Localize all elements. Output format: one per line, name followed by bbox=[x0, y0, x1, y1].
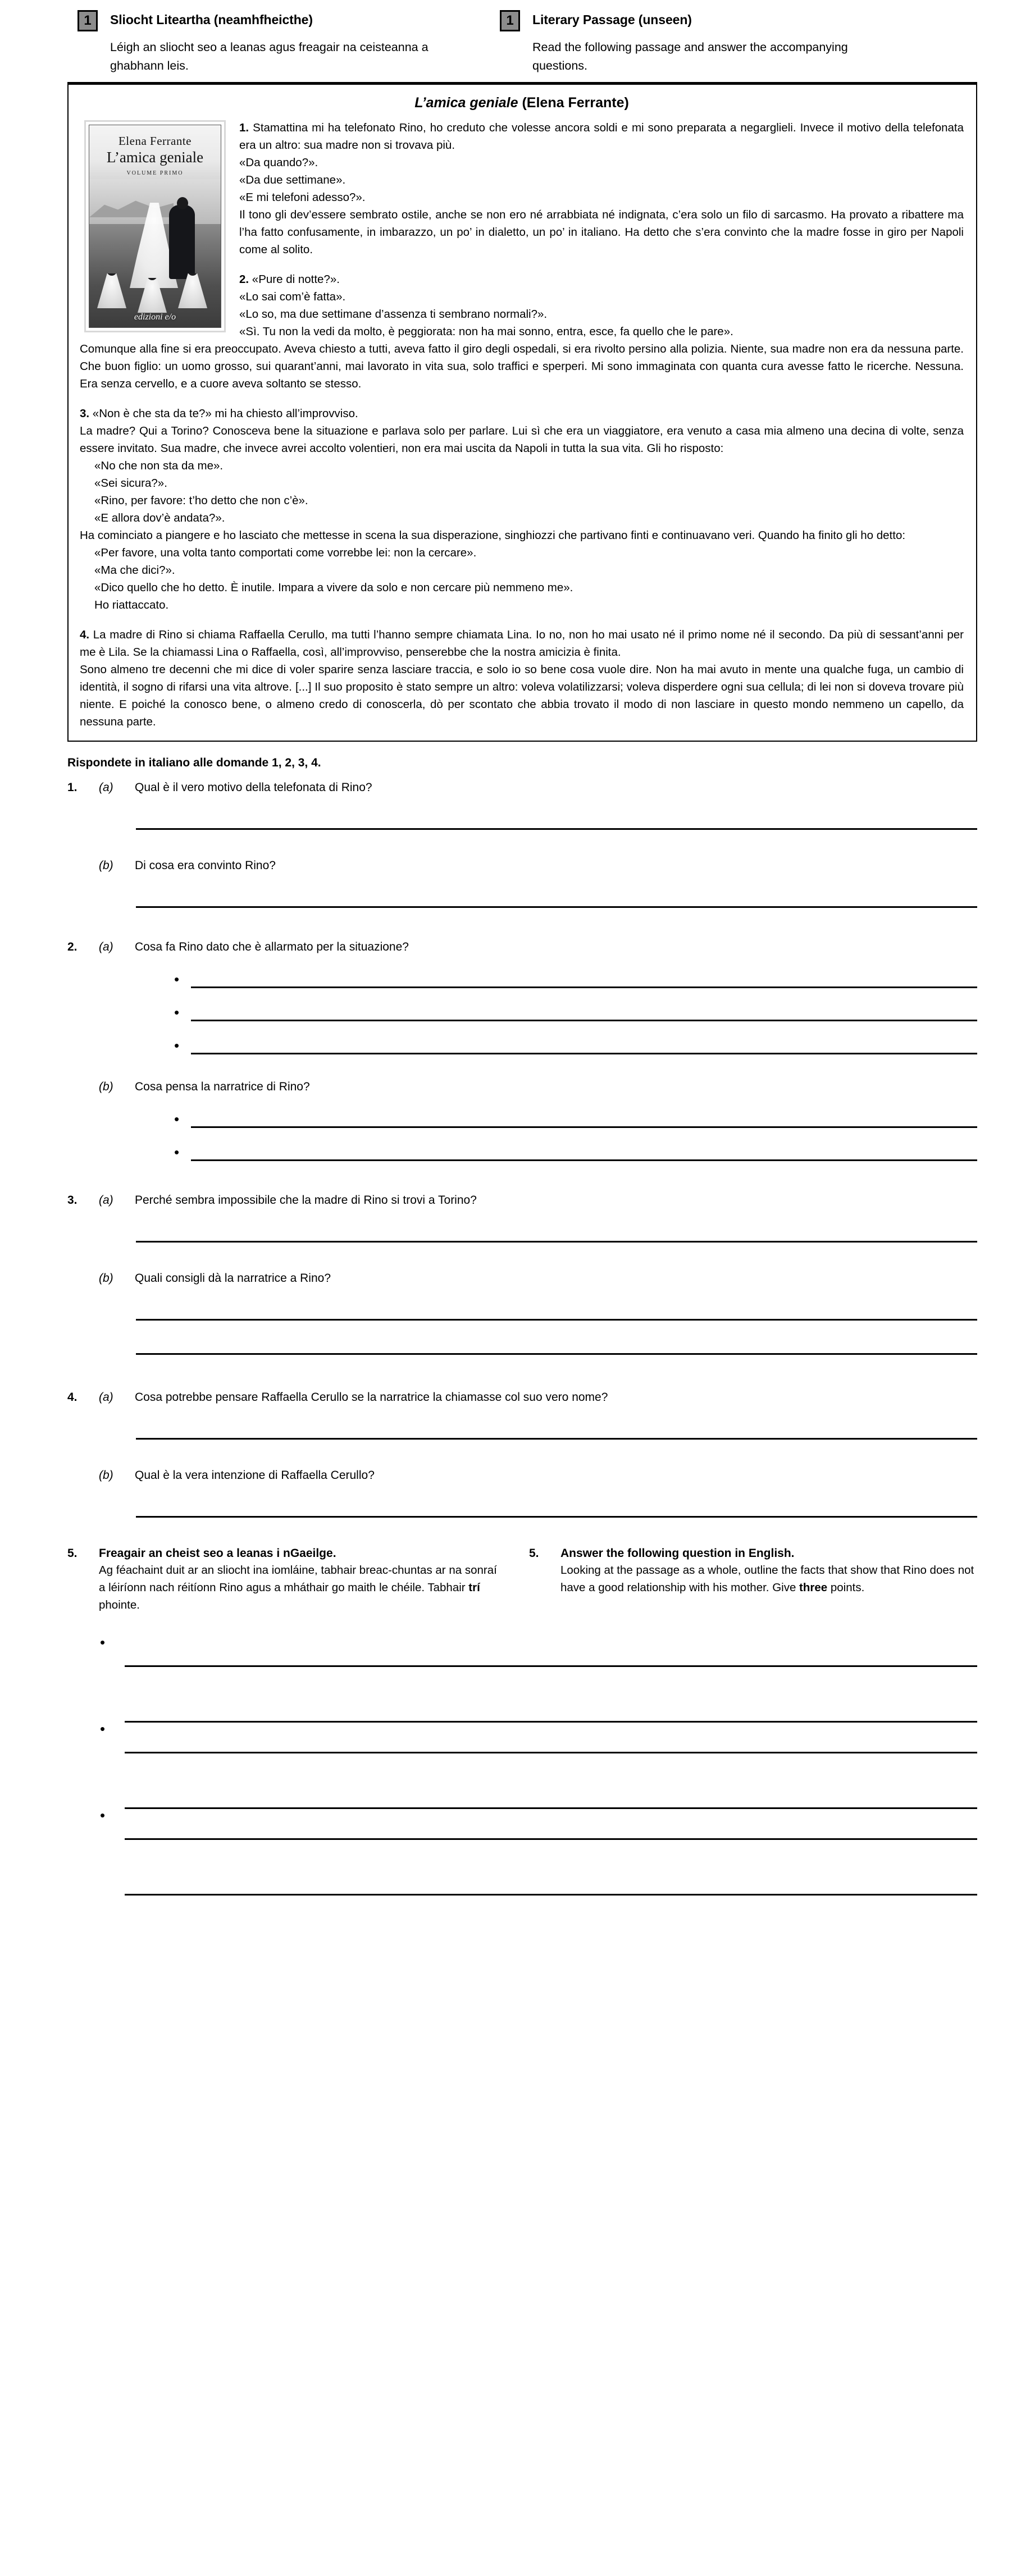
passage-paragraph: 3. «Non è che sta da te?» mi ha chiesto all’improvviso. bbox=[80, 407, 358, 420]
question-text: Di cosa era convinto Rino? bbox=[135, 859, 276, 872]
question-letter: (a) bbox=[99, 1391, 113, 1404]
bullet-answer-row bbox=[174, 1111, 977, 1128]
answer-line[interactable] bbox=[125, 1723, 977, 1753]
header-english-instruction: Read the following passage and answer the accompanying questions. bbox=[532, 40, 848, 72]
header-irish-top bbox=[78, 10, 455, 31]
bullet-point-icon: • bbox=[174, 971, 180, 988]
section-5-english bbox=[522, 1547, 977, 1614]
passage-paragraph: La madre? Qui a Torino? Conosceva bene la situazione e parlava solo per parlare. Lui sì che era un viaggiatore, era venuto a casa mia almeno una decina di volte, senza essere invitato. Sua madre, che invece avrei accolto volentieri, non era mai uscita da Napoli in tutta la sua vita. Gli ho risposto: bbox=[80, 424, 964, 455]
question-text: Perché sembra impossibile che la madre di Rino si trovi a Torino? bbox=[135, 1194, 477, 1207]
question-3a bbox=[67, 1193, 977, 1208]
book-cover-figure bbox=[84, 120, 226, 332]
answer-line[interactable] bbox=[136, 906, 977, 908]
passage-paragraph: 1. Stamattina mi ha telefonato Rino, ho creduto che volesse ancora soldi e mi sono preparata a negarglieli. Invece il motivo della telefonata era un altro: sua madre non si trovava più. bbox=[239, 121, 964, 152]
answer-line[interactable] bbox=[191, 974, 977, 988]
question-text: Qual è il vero motivo della telefonata di Rino? bbox=[135, 781, 372, 794]
cover-groom-head bbox=[177, 197, 188, 209]
book-cover-artwork bbox=[89, 125, 221, 328]
answer-line[interactable] bbox=[191, 1114, 977, 1128]
passage-paragraph: Comunque alla fine si era preoccupato. Aveva chiesto a tutti, aveva fatto il giro degli ospedali, si era rivolto persino alla polizia. Niente, sua madre non era da nessuna parte. Che buon figlio: un uomo grosso, sui quarant’anni, mai lavorato in vita sua, solo traffici e sperperi. Mi sono immaginata con quanta cura avesse fatto le ricerche. Nessuna. Era senza cervello, e a cuore aveva soltanto se stesso. bbox=[80, 342, 964, 390]
question-4b bbox=[67, 1468, 977, 1483]
bullet-answer-row bbox=[67, 1636, 977, 1723]
section-5-irish-body bbox=[99, 1561, 505, 1614]
questions-heading: Rispondete in italiano alle domande 1, 2, 3, 4. bbox=[67, 756, 321, 769]
answer-line[interactable] bbox=[125, 1753, 977, 1809]
page-header bbox=[0, 0, 1021, 75]
section-5-english-body bbox=[560, 1561, 977, 1596]
paragraph-number: 4. bbox=[80, 628, 93, 641]
cover-author-text: Elena Ferrante bbox=[118, 134, 192, 148]
section-badge-english: 1 bbox=[500, 10, 520, 31]
cover-title-text: L’amica geniale bbox=[106, 149, 204, 166]
bullet-point-icon: • bbox=[174, 1111, 180, 1127]
answer-line[interactable] bbox=[125, 1667, 977, 1723]
paragraph-gap bbox=[80, 392, 964, 405]
bullet-answer-row bbox=[174, 1004, 977, 1021]
passage-paragraph: 2. «Pure di notte?». bbox=[239, 273, 340, 286]
bullet-point-icon: • bbox=[174, 1037, 180, 1054]
bullet-point-icon: • bbox=[100, 1807, 106, 1824]
answer-lines-group bbox=[103, 1636, 977, 1723]
passage-paragraph: 4. La madre di Rino si chiama Raffaella Cerullo, ma tutti l’hanno sempre chiamata Lina. Io no, non ho mai usato né il primo nome né il secondo. Da più di sessant’anni per me è Lila. Se la chiamassi Lina o Raffaella, così, all’improvviso, penserebbe che la nostra amicizia è finita. bbox=[80, 628, 964, 659]
passage-title-author: (Elena Ferrante) bbox=[518, 95, 629, 111]
question-letter: (b) bbox=[99, 1272, 113, 1285]
passage-paragraph: «E allora dov’è andata?». bbox=[94, 511, 225, 524]
question-text: Qual è la vera intenzione di Raffaella Cerullo? bbox=[135, 1469, 375, 1482]
passage-paragraph: Ha cominciato a piangere e ho lasciato che mettesse in scena la sua disperazione, singhiozzi che partivano finti e continuavano veri. Quando ha finito gli ho detto: bbox=[80, 529, 906, 542]
bullet-answer-row bbox=[174, 971, 977, 988]
body-post: phointe. bbox=[99, 1598, 140, 1611]
passage-paragraph: «Da due settimane». bbox=[239, 173, 346, 186]
section-5-title: Freagair an cheist seo a leanas i nGaeilge. bbox=[99, 1547, 336, 1560]
paragraph-number: 3. bbox=[80, 407, 93, 420]
section-5-irish-head bbox=[67, 1547, 505, 1560]
question-number: 4. bbox=[67, 1391, 78, 1404]
cover-volume-text: VOLUME PRIMO bbox=[126, 170, 184, 176]
question-2a bbox=[67, 939, 977, 955]
body-emphasis: three bbox=[799, 1581, 828, 1594]
answer-line[interactable] bbox=[191, 1147, 977, 1161]
question-3b bbox=[67, 1271, 977, 1286]
question-text: Cosa potrebbe pensare Raffaella Cerullo se la narratrice la chiamasse col suo vero nome? bbox=[135, 1391, 608, 1404]
section-badge-irish: 1 bbox=[78, 10, 98, 31]
passage-paragraph: «Ma che dici?». bbox=[94, 564, 175, 577]
question-1b bbox=[67, 858, 977, 874]
passage-paragraph: «E mi telefoni adesso?». bbox=[239, 191, 366, 204]
passage-paragraph: Ho riattaccato. bbox=[94, 599, 169, 611]
header-column-english bbox=[455, 10, 1021, 75]
question-letter: (b) bbox=[99, 859, 113, 872]
answer-lines-group bbox=[103, 1809, 977, 1896]
passage-paragraph: «Per favore, una volta tanto comportati come vorrebbe lei: non la cercare». bbox=[94, 546, 477, 559]
body-pre: Ag féachaint duit ar an sliocht ina iomláine, tabhair breac-chuntas ar na sonraí a léiríonn nach réitíonn Rino agus a mháthair go maith le chéile. Tabhair bbox=[99, 1564, 497, 1594]
answer-line[interactable] bbox=[125, 1840, 977, 1896]
question-number: 3. bbox=[67, 1194, 78, 1207]
bullet-point-icon: • bbox=[174, 1144, 180, 1161]
bullet-point-icon: • bbox=[174, 1004, 180, 1021]
section-5-answer-area bbox=[0, 1636, 1021, 1896]
answer-line[interactable] bbox=[136, 1353, 977, 1355]
passage-paragraph: «Sì. Tu non la vedi da molto, è peggiorata: non ha mai sonno, entra, esce, fa quello che le pare». bbox=[239, 325, 733, 338]
question-letter: (b) bbox=[99, 1469, 113, 1482]
questions-section bbox=[67, 756, 977, 1518]
passage-paragraph: Il tono gli dev’essere sembrato ostile, anche se non ero né arrabbiata né indignata, c’era solo un filo di sarcasmo. Ha provato a ribattere ma l’ha fatto confusamente, in imbarazzo, un po’ in dialetto, un po’ in italiano. Ha detto che s’era convinto che la madre fosse in giro per Napoli come al solito. bbox=[239, 208, 964, 256]
question-letter: (a) bbox=[99, 940, 113, 953]
section-5-number: 5. bbox=[67, 1547, 78, 1560]
bullet-answer-row bbox=[67, 1720, 977, 1809]
body-emphasis: trí bbox=[468, 1581, 480, 1594]
answer-line[interactable] bbox=[136, 1241, 977, 1243]
question-text: Quali consigli dà la narratrice a Rino? bbox=[135, 1272, 331, 1285]
bullet-answer-row bbox=[174, 1144, 977, 1161]
book-cover-image bbox=[84, 120, 226, 332]
passage-box bbox=[67, 82, 977, 742]
passage-paragraph: «Lo so, ma due settimane d’assenza ti sembrano normali?». bbox=[239, 308, 548, 321]
answer-line[interactable] bbox=[191, 1007, 977, 1021]
header-column-irish bbox=[0, 10, 455, 75]
passage-paragraph: «Sei sicura?». bbox=[94, 477, 167, 490]
question-4a bbox=[67, 1390, 977, 1405]
header-irish-title: Sliocht Liteartha (neamhfheicthe) bbox=[110, 12, 313, 27]
answer-line[interactable] bbox=[136, 1319, 977, 1321]
bullet-answer-row bbox=[67, 1809, 977, 1896]
answer-lines-group bbox=[103, 1723, 977, 1809]
passage-paragraph: «Dico quello che ho detto. È inutile. Impara a vivere da solo e non cercare più nemmeno me». bbox=[94, 581, 573, 594]
cover-groom-figure bbox=[169, 205, 195, 279]
section-5-number: 5. bbox=[529, 1547, 539, 1560]
question-text: Cosa fa Rino dato che è allarmato per la situazione? bbox=[135, 940, 409, 953]
passage-paragraph: «Lo sai com’è fatta». bbox=[239, 290, 346, 303]
question-letter: (a) bbox=[99, 1194, 113, 1207]
bullet-answer-row bbox=[174, 1037, 977, 1054]
body-pre: Looking at the passage as a whole, outline the facts that show that Rino does not have a good relationship with his mother. Give bbox=[560, 1564, 974, 1594]
question-text: Cosa pensa la narratrice di Rino? bbox=[135, 1080, 310, 1093]
question-number: 2. bbox=[67, 940, 78, 953]
question-1a bbox=[67, 780, 977, 796]
section-5 bbox=[67, 1547, 977, 1614]
answer-line[interactable] bbox=[125, 1636, 977, 1667]
section-5-irish bbox=[67, 1547, 522, 1614]
cover-publisher-text: edizioni e/o bbox=[134, 312, 176, 322]
body-post: points. bbox=[827, 1581, 865, 1594]
passage-paragraph: «No che non sta da me». bbox=[94, 459, 224, 472]
header-irish-instruction: Léigh an sliocht seo a leanas agus freagair na ceisteanna a ghabhann leis. bbox=[110, 40, 429, 72]
bullet-point-icon: • bbox=[100, 1720, 106, 1737]
header-english-title: Literary Passage (unseen) bbox=[532, 12, 692, 27]
passage-title bbox=[80, 95, 964, 111]
paragraph-number: 2. bbox=[239, 273, 252, 286]
bullet-point-icon: • bbox=[100, 1634, 106, 1651]
section-5-title: Answer the following question in English. bbox=[560, 1547, 795, 1560]
answer-line[interactable] bbox=[191, 1040, 977, 1054]
paragraph-number: 1. bbox=[239, 121, 253, 134]
question-2b bbox=[67, 1079, 977, 1095]
header-english-top bbox=[500, 10, 1021, 31]
answer-line[interactable] bbox=[136, 1516, 977, 1518]
passage-title-italic: L’amica geniale bbox=[414, 95, 518, 111]
section-5-english-head bbox=[529, 1547, 977, 1560]
answer-line[interactable] bbox=[136, 828, 977, 830]
paragraph-gap bbox=[80, 614, 964, 626]
question-number: 1. bbox=[67, 781, 78, 794]
answer-line[interactable] bbox=[136, 1438, 977, 1440]
passage-paragraph: «Rino, per favore: t’ho detto che non c’è». bbox=[94, 494, 308, 507]
passage-paragraph: Sono almeno tre decenni che mi dice di voler sparire senza lasciare traccia, e solo io so bene cosa vuole dire. Non ha mai avuto in mente una qualche fuga, un cambio di identità, il sogno di rifarsi una vita altrove. [...] Il suo proposito è stato sempre un altro: voleva volatilizzarsi; voleva disperdere ogni sua cellula; di lei non si doveva trovare più niente. E poiché la conosco bene, o almeno credo di conoscerla, dò per scontato che abbia trovato il modo di non lasciare in questo mondo nemmeno un capello, da nessuna parte. bbox=[80, 663, 964, 728]
answer-line[interactable] bbox=[125, 1809, 977, 1840]
question-letter: (a) bbox=[99, 781, 113, 794]
question-letter: (b) bbox=[99, 1080, 113, 1093]
passage-paragraph: «Da quando?». bbox=[239, 156, 318, 169]
